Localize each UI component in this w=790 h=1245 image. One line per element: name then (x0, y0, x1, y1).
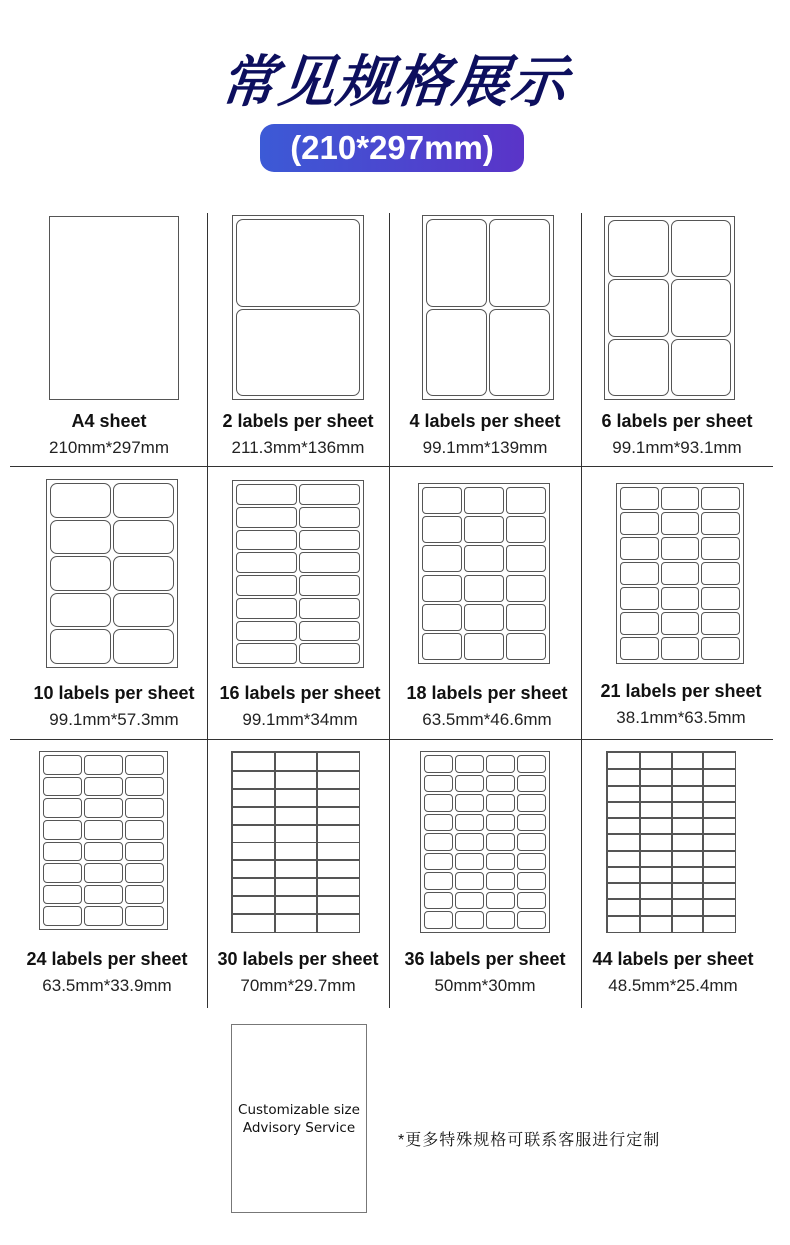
spec-size: 99.1mm*93.1mm (612, 438, 742, 457)
spec-caption (577, 411, 777, 458)
label-cell (424, 911, 453, 929)
divider (10, 466, 773, 467)
label-cell (232, 895, 276, 915)
label-cell (506, 487, 546, 514)
label-cell (506, 633, 546, 660)
label-cell (620, 612, 659, 635)
spec-name: 30 labels per sheet (217, 949, 379, 969)
label-cell (316, 913, 360, 933)
label-sheet-preview (49, 216, 179, 400)
label-cell (274, 770, 318, 790)
label-sheet-preview (39, 751, 168, 930)
label-cell (236, 575, 297, 596)
divider (207, 213, 208, 1008)
spec-caption (573, 949, 773, 996)
label-cell (50, 593, 111, 628)
label-cell (464, 575, 504, 602)
label-cell (84, 798, 123, 818)
custom-line-2: Advisory Service (242, 1119, 356, 1136)
spec-name: 36 labels per sheet (404, 949, 566, 969)
label-cell (424, 814, 453, 832)
size-badge: (210*297mm) (260, 124, 524, 172)
spec-caption (198, 411, 398, 458)
label-cell (43, 777, 82, 797)
label-cell (274, 913, 318, 933)
spec-size: 99.1mm*34mm (242, 710, 358, 729)
label-cell (274, 806, 318, 826)
label-cell (232, 913, 276, 933)
label-cell (125, 755, 164, 775)
spec-name: 10 labels per sheet (33, 683, 195, 703)
label-cell (661, 637, 700, 660)
label-cell (299, 575, 360, 596)
label-cell (125, 906, 164, 926)
label-cell (464, 516, 504, 543)
label-cell (620, 487, 659, 510)
spec-caption (14, 683, 214, 730)
label-cell (113, 629, 174, 664)
spec-caption (200, 683, 400, 730)
label-cell (316, 806, 360, 826)
label-cell (299, 507, 360, 528)
label-cell (517, 775, 546, 793)
label-cell (299, 530, 360, 551)
label-cell (84, 777, 123, 797)
spec-caption (385, 949, 585, 996)
label-cell (639, 915, 673, 933)
spec-size: 211.3mm*136mm (231, 438, 365, 457)
label-cell (517, 911, 546, 929)
spec-size: 99.1mm*139mm (422, 438, 548, 457)
label-cell (422, 633, 462, 660)
custom-size-sheet (231, 1024, 367, 1213)
label-cell (113, 556, 174, 591)
label-cell (661, 587, 700, 610)
spec-caption (198, 949, 398, 996)
label-cell (236, 643, 297, 664)
label-cell (455, 911, 484, 929)
label-cell (50, 483, 111, 518)
label-cell (316, 770, 360, 790)
label-cell (489, 219, 550, 307)
spec-caption (387, 683, 587, 730)
label-cell (607, 915, 641, 933)
label-cell (424, 775, 453, 793)
label-cell (671, 915, 705, 933)
label-cell (125, 777, 164, 797)
label-sheet-preview (604, 216, 735, 400)
label-cell (84, 863, 123, 883)
label-cell (455, 872, 484, 890)
label-cell (608, 279, 669, 336)
spec-size: 63.5mm*33.9mm (42, 976, 172, 995)
label-cell (50, 520, 111, 555)
label-cell (661, 487, 700, 510)
label-cell (299, 643, 360, 664)
label-cell (608, 339, 669, 396)
label-cell (671, 279, 732, 336)
label-cell (43, 820, 82, 840)
spec-size: 99.1mm*57.3mm (49, 710, 179, 729)
label-sheet-preview (422, 215, 554, 400)
label-cell (274, 895, 318, 915)
label-sheet-preview (606, 751, 736, 933)
label-cell (701, 637, 740, 660)
page-title: 常见规格展示 (217, 50, 572, 115)
label-cell (486, 794, 515, 812)
label-cell (424, 892, 453, 910)
label-sheet-preview (420, 751, 550, 933)
label-cell (274, 824, 318, 844)
label-cell (620, 512, 659, 535)
label-cell (422, 545, 462, 572)
label-cell (464, 604, 504, 631)
label-cell (125, 798, 164, 818)
label-cell (426, 309, 487, 397)
label-cell (424, 794, 453, 812)
spec-name: 21 labels per sheet (600, 681, 762, 701)
label-cell (701, 487, 740, 510)
label-cell (43, 885, 82, 905)
label-cell (661, 612, 700, 635)
label-cell (43, 906, 82, 926)
label-cell (424, 853, 453, 871)
label-cell (236, 219, 360, 307)
label-cell (236, 530, 297, 551)
label-cell (316, 859, 360, 879)
label-cell (113, 483, 174, 518)
label-cell (274, 859, 318, 879)
label-cell (426, 219, 487, 307)
label-cell (661, 562, 700, 585)
label-cell (84, 842, 123, 862)
label-sheet-preview (231, 751, 360, 933)
label-cell (455, 794, 484, 812)
label-cell (671, 339, 732, 396)
label-cell (701, 537, 740, 560)
label-sheet-preview (232, 215, 364, 400)
label-cell (701, 612, 740, 635)
label-cell (232, 770, 276, 790)
label-cell (232, 806, 276, 826)
label-cell (486, 911, 515, 929)
label-cell (701, 587, 740, 610)
label-cell (236, 507, 297, 528)
label-cell (43, 842, 82, 862)
custom-line-1: Customizable size (238, 1101, 360, 1118)
label-cell (43, 863, 82, 883)
label-cell (113, 593, 174, 628)
spec-caption (581, 681, 781, 728)
spec-size: 50mm*30mm (434, 976, 536, 995)
label-cell (486, 892, 515, 910)
label-cell (506, 545, 546, 572)
label-cell (517, 794, 546, 812)
label-cell (506, 575, 546, 602)
label-cell (424, 755, 453, 773)
label-cell (671, 220, 732, 277)
label-cell (125, 863, 164, 883)
label-cell (84, 820, 123, 840)
spec-size: 210mm*297mm (49, 438, 169, 457)
label-cell (455, 755, 484, 773)
label-cell (486, 755, 515, 773)
label-cell (517, 814, 546, 832)
label-cell (702, 915, 736, 933)
label-sheet-preview (418, 483, 550, 664)
label-cell (43, 755, 82, 775)
spec-name: A4 sheet (71, 411, 147, 431)
label-cell (486, 853, 515, 871)
divider (10, 739, 773, 740)
label-cell (701, 512, 740, 535)
label-cell (236, 309, 360, 397)
label-cell (299, 598, 360, 619)
spec-name: 2 labels per sheet (222, 411, 374, 431)
spec-size: 63.5mm*46.6mm (422, 710, 552, 729)
label-cell (517, 833, 546, 851)
label-cell (486, 775, 515, 793)
label-cell (486, 833, 515, 851)
label-cell (422, 575, 462, 602)
label-cell (489, 309, 550, 397)
spec-size: 38.1mm*63.5mm (616, 708, 746, 727)
label-sheet-preview (232, 480, 364, 668)
label-cell (84, 755, 123, 775)
label-sheet-preview (616, 483, 744, 664)
label-cell (620, 537, 659, 560)
label-cell (464, 487, 504, 514)
label-cell (422, 516, 462, 543)
label-cell (125, 820, 164, 840)
spec-size: 70mm*29.7mm (240, 976, 356, 995)
spec-name: 16 labels per sheet (219, 683, 381, 703)
label-cell (299, 621, 360, 642)
label-cell (422, 487, 462, 514)
label-cell (125, 885, 164, 905)
customization-note: *更多特殊规格可联系客服进行定制 (398, 1132, 661, 1149)
label-cell (455, 775, 484, 793)
label-cell (455, 833, 484, 851)
label-cell (701, 562, 740, 585)
label-cell (113, 520, 174, 555)
label-cell (506, 516, 546, 543)
label-cell (424, 872, 453, 890)
label-cell (424, 833, 453, 851)
label-cell (50, 629, 111, 664)
label-cell (236, 484, 297, 505)
spec-name: 44 labels per sheet (592, 949, 754, 969)
label-cell (486, 814, 515, 832)
label-cell (464, 633, 504, 660)
label-cell (517, 755, 546, 773)
label-cell (299, 552, 360, 573)
label-cell (455, 853, 484, 871)
spec-size: 48.5mm*25.4mm (608, 976, 738, 995)
spec-caption (7, 949, 207, 996)
label-cell (455, 892, 484, 910)
label-cell (299, 484, 360, 505)
label-cell (316, 824, 360, 844)
label-cell (232, 859, 276, 879)
label-cell (125, 842, 164, 862)
label-cell (506, 604, 546, 631)
label-cell (316, 895, 360, 915)
label-cell (50, 556, 111, 591)
label-cell (620, 587, 659, 610)
spec-name: 4 labels per sheet (409, 411, 561, 431)
label-cell (236, 621, 297, 642)
label-cell (661, 537, 700, 560)
label-cell (661, 512, 700, 535)
spec-caption (385, 411, 585, 458)
spec-name: 18 labels per sheet (406, 683, 568, 703)
label-cell (236, 598, 297, 619)
label-cell (464, 545, 504, 572)
label-cell (232, 824, 276, 844)
label-cell (517, 872, 546, 890)
spec-name: 24 labels per sheet (26, 949, 188, 969)
divider (581, 213, 582, 1008)
label-cell (455, 814, 484, 832)
label-sheet-preview (46, 479, 178, 668)
label-cell (84, 885, 123, 905)
spec-caption (9, 411, 209, 458)
label-cell (620, 562, 659, 585)
divider (389, 213, 390, 1008)
label-cell (84, 906, 123, 926)
label-cell (422, 604, 462, 631)
label-cell (517, 853, 546, 871)
label-cell (486, 872, 515, 890)
label-cell (620, 637, 659, 660)
label-cell (236, 552, 297, 573)
label-cell (608, 220, 669, 277)
label-cell (43, 798, 82, 818)
label-cell (517, 892, 546, 910)
spec-name: 6 labels per sheet (601, 411, 753, 431)
